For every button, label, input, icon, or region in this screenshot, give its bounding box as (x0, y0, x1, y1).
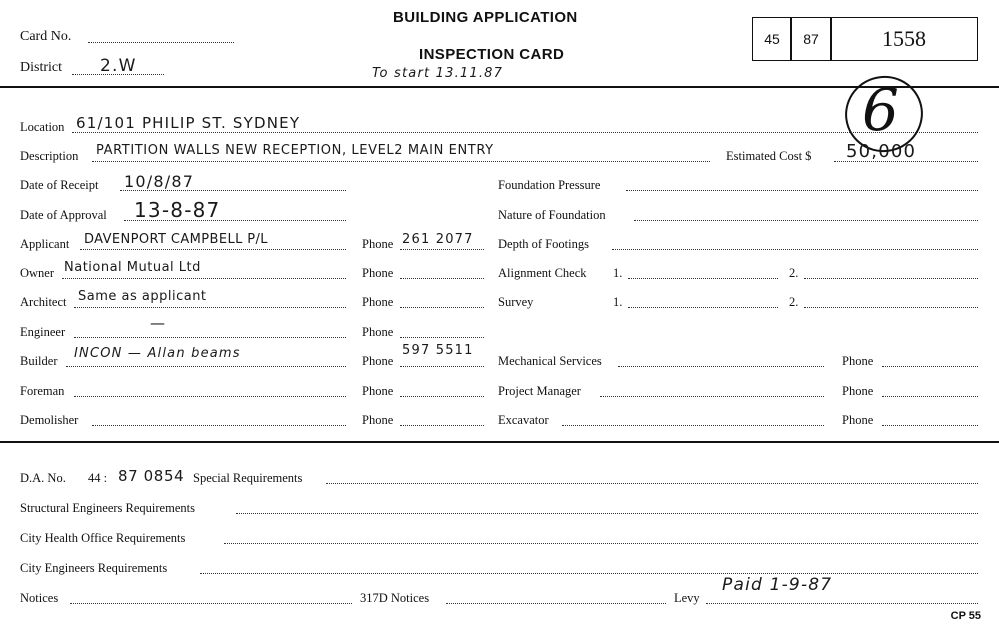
circled-number: 6 (862, 76, 899, 144)
date-of-receipt-value: 10/8/87 (124, 172, 195, 191)
owner-value: National Mutual Ltd (64, 260, 201, 275)
location-label: Location (20, 120, 65, 134)
project-manager-phone-field[interactable] (882, 396, 978, 397)
notices-317d-field[interactable] (446, 603, 666, 604)
engineer-value: — (150, 314, 167, 332)
demolisher-label: Demolisher (20, 413, 79, 427)
foreman-phone-field[interactable] (400, 396, 484, 397)
builder-field[interactable] (66, 366, 346, 367)
architect-label: Architect (20, 295, 67, 309)
excavator-phone-field[interactable] (882, 425, 978, 426)
description-value: PARTITION WALLS NEW RECEPTION, LEVEL2 MAIN ENTRY (96, 143, 494, 158)
notices-label: Notices (20, 591, 59, 605)
nature-of-foundation-field[interactable] (634, 220, 978, 221)
excavator-phone-label: Phone (842, 413, 874, 427)
demolisher-phone-label: Phone (362, 413, 394, 427)
da-no-value: 87 0854 (118, 467, 185, 485)
owner-label: Owner (20, 266, 55, 280)
mechanical-services-phone-field[interactable] (882, 366, 978, 367)
engineer-phone-label: Phone (362, 325, 394, 339)
description-field[interactable] (92, 161, 710, 162)
builder-label: Builder (20, 354, 58, 368)
date-of-receipt-label: Date of Receipt (20, 178, 99, 192)
alignment-check-label: Alignment Check (498, 266, 587, 280)
structural-engineers-label: Structural Engineers Requirements (20, 501, 195, 515)
owner-phone-label: Phone (362, 266, 394, 280)
architect-value: Same as applicant (78, 289, 207, 304)
foundation-pressure-field[interactable] (626, 190, 978, 191)
location-value: 61/101 PHILIP ST. SYDNEY (76, 114, 301, 132)
applicant-field[interactable] (80, 249, 346, 250)
description-label: Description (20, 149, 79, 163)
card-number-box-3: 1558 (830, 17, 978, 61)
engineer-label: Engineer (20, 325, 66, 339)
location-field[interactable] (72, 132, 978, 133)
foundation-pressure-label: Foundation Pressure (498, 178, 601, 192)
owner-field[interactable] (62, 278, 346, 279)
card-no-label: Card No. (20, 29, 72, 44)
project-manager-phone-label: Phone (842, 384, 874, 398)
city-health-field[interactable] (224, 543, 978, 544)
depth-of-footings-label: Depth of Footings (498, 237, 589, 251)
date-of-approval-label: Date of Approval (20, 208, 107, 222)
depth-of-footings-field[interactable] (612, 249, 978, 250)
levy-value: Paid 1-9-87 (722, 575, 833, 595)
mechanical-services-label: Mechanical Services (498, 354, 602, 368)
special-requirements-field[interactable] (326, 483, 978, 484)
structural-engineers-field[interactable] (236, 513, 978, 514)
notices-field[interactable] (70, 603, 352, 604)
engineer-field[interactable] (74, 337, 346, 338)
engineer-phone-field[interactable] (400, 337, 484, 338)
card-no-field[interactable] (88, 42, 234, 43)
special-requirements-label: Special Requirements (193, 471, 303, 485)
foreman-label: Foreman (20, 384, 65, 398)
builder-phone-field[interactable] (400, 366, 484, 367)
foreman-phone-label: Phone (362, 384, 394, 398)
levy-label: Levy (674, 591, 700, 605)
form-title-line2: INSPECTION CARD (419, 46, 565, 63)
architect-phone-label: Phone (362, 295, 394, 309)
applicant-phone-value: 261 2077 (402, 232, 474, 247)
notices-317d-label: 317D Notices (360, 591, 430, 605)
survey-1-label: 1. (613, 295, 623, 309)
architect-phone-field[interactable] (400, 307, 484, 308)
owner-phone-field[interactable] (400, 278, 484, 279)
applicant-phone-field[interactable] (400, 249, 484, 250)
estimated-cost-label: Estimated Cost $ (726, 149, 812, 163)
builder-phone-label: Phone (362, 354, 394, 368)
levy-field[interactable] (706, 603, 978, 604)
alignment-check-1-field[interactable] (628, 278, 778, 279)
survey-label: Survey (498, 295, 534, 309)
middle-divider (0, 441, 999, 443)
date-of-approval-value: 13-8-87 (134, 198, 221, 222)
district-label: District (20, 60, 62, 75)
alignment-check-2-label: 2. (789, 266, 799, 280)
demolisher-phone-field[interactable] (400, 425, 484, 426)
survey-2-label: 2. (789, 295, 799, 309)
da-no-label: D.A. No. (20, 471, 66, 485)
estimated-cost-value: 50,000 (846, 141, 917, 162)
survey-1-field[interactable] (628, 307, 778, 308)
mechanical-services-field[interactable] (618, 366, 824, 367)
alignment-check-2-field[interactable] (804, 278, 978, 279)
district-value: 2.W (100, 56, 137, 76)
alignment-check-1-label: 1. (613, 266, 623, 280)
applicant-phone-label: Phone (362, 237, 394, 251)
builder-phone-value: 597 5511 (402, 343, 474, 358)
demolisher-field[interactable] (92, 425, 346, 426)
da-no-prefix: 44 : (88, 471, 108, 485)
card-number-box-2: 87 (790, 17, 832, 61)
architect-field[interactable] (74, 307, 346, 308)
builder-value: INCON — Allan beams (74, 346, 241, 361)
city-health-label: City Health Office Requirements (20, 531, 186, 545)
excavator-label: Excavator (498, 413, 549, 427)
city-engineers-field[interactable] (200, 573, 978, 574)
project-manager-label: Project Manager (498, 384, 581, 398)
survey-2-field[interactable] (804, 307, 978, 308)
form-title-line1: BUILDING APPLICATION (393, 9, 578, 26)
foreman-field[interactable] (74, 396, 346, 397)
form-code: CP 55 (950, 610, 981, 622)
mechanical-services-phone-label: Phone (842, 354, 874, 368)
top-divider (0, 86, 999, 88)
applicant-value: DAVENPORT CAMPBELL P/L (84, 232, 268, 247)
excavator-field[interactable] (562, 425, 824, 426)
card-number-box-1: 45 (752, 17, 792, 61)
city-engineers-label: City Engineers Requirements (20, 561, 168, 575)
applicant-label: Applicant (20, 237, 70, 251)
project-manager-field[interactable] (600, 396, 824, 397)
handwritten-start-note: To start 13.11.87 (372, 66, 504, 81)
nature-of-foundation-label: Nature of Foundation (498, 208, 606, 222)
